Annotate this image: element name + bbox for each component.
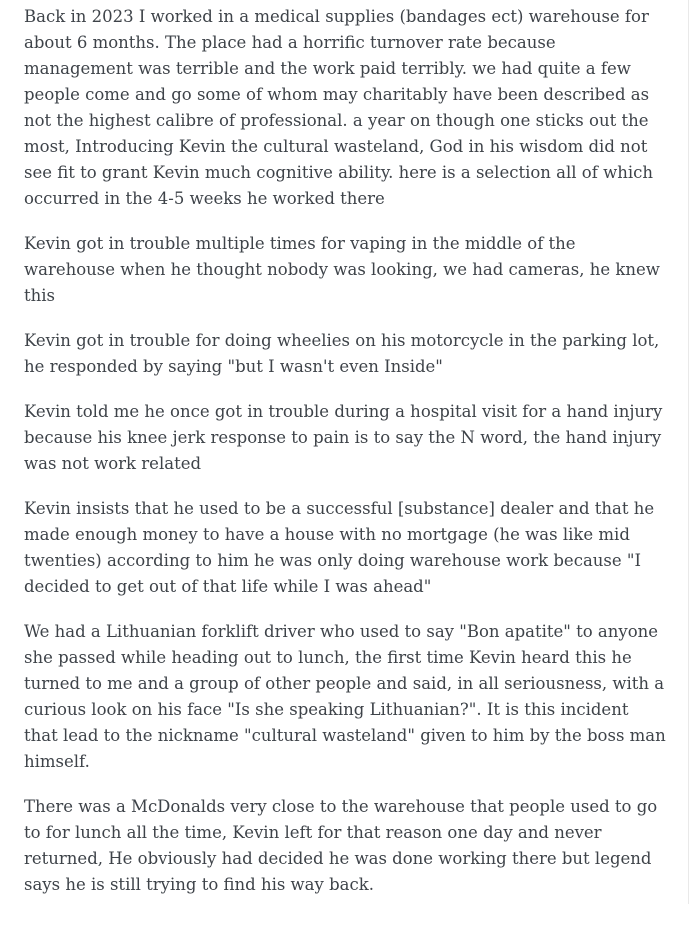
post-paragraph-intro: Back in 2023 I worked in a medical supplies (bandages ect) warehouse for about 6 months. The place had a horrific turnover rate because management was terrible and the work paid terribly. we had quite a few people come and go some of whom may charitably have been described as not the highest calibre of professional. a year on though one sticks out the most, Introducing Kevin the cultural wasteland, God in his wisdom did not see fit to grant Kevin much cognitive ability. here is a selection all of which occurred in the 4-5 weeks he worked there [24, 7, 653, 208]
post-paragraph-hospital: Kevin told me he once got in trouble during a hospital visit for a hand injury because his knee jerk response to pain is to say the N word, the hand injury was not work related [24, 402, 663, 473]
post-paragraph-vaping: Kevin got in trouble multiple times for vaping in the middle of the warehouse when he thought nobody was looking, we had cameras, he knew this [24, 234, 660, 305]
post-paragraph-dealer: Kevin insists that he used to be a successful [substance] dealer and that he made enough money to have a house with no mortgage (he was like mid twenties) according to him he was only doing warehouse work because "I decided to get out of that life while I was ahead" [24, 499, 655, 596]
post-paragraph-wheelies: Kevin got in trouble for doing wheelies on his motorcycle in the parking lot, he responded by saying "but I wasn't even Inside" [24, 331, 660, 376]
post-paragraph-lithuanian: We had a Lithuanian forklift driver who used to say "Bon apatite" to anyone she passed while heading out to lunch, the first time Kevin heard this he turned to me and a group of other people and said, in all seriousness, with a curious look on his face "Is she speaking Lithuanian?". It is this incident that lead to the nickname "cultural wasteland" given to him by the boss man himself. [24, 622, 666, 771]
content-right-border [688, 0, 689, 904]
post-paragraph-mcdonalds: There was a McDonalds very close to the warehouse that people used to go to for lunch all the time, Kevin left for that reason one day and never returned, He obviously had decided he was done working there but legend says he is still trying to find his way back. [24, 797, 658, 894]
